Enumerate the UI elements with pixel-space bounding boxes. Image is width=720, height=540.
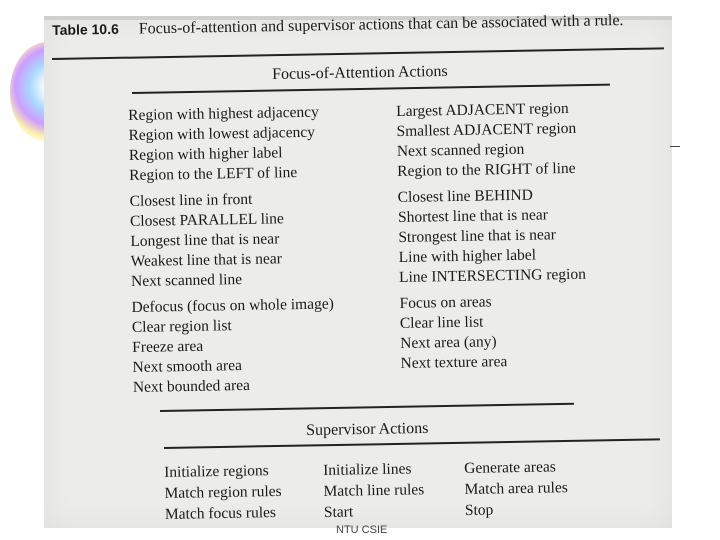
focus-left-item: Region with highest adjacency bbox=[128, 103, 319, 124]
focus-left-item: Region to the LEFT of line bbox=[129, 164, 298, 184]
focus-left-item: Closest line in front bbox=[129, 190, 253, 210]
focus-heading: Focus-of-Attention Actions bbox=[272, 62, 448, 83]
focus-left-item: Weakest line that is near bbox=[130, 250, 282, 270]
supervisor-item: Initialize regions bbox=[164, 462, 269, 481]
focus-right-item: Next texture area bbox=[400, 353, 508, 372]
supervisor-item: Stop bbox=[464, 501, 494, 519]
focus-left-item: Clear region list bbox=[131, 317, 232, 336]
focus-left-group-3 bbox=[131, 294, 335, 398]
table-number: Table 10.6 bbox=[52, 20, 119, 38]
focus-left-item: Region with higher label bbox=[128, 144, 283, 164]
supervisor-column-2 bbox=[323, 458, 425, 523]
supervisor-item: Initialize lines bbox=[323, 460, 412, 479]
focus-left-column bbox=[128, 102, 335, 397]
focus-right-column bbox=[396, 99, 588, 374]
focus-left-item: Next scanned line bbox=[130, 271, 243, 290]
focus-right-item: Largest ADJACENT region bbox=[396, 99, 569, 120]
focus-left-item: Longest line that is near bbox=[130, 230, 280, 250]
focus-right-item: Shortest line that is near bbox=[397, 206, 548, 226]
supervisor-item: Match region rules bbox=[164, 482, 282, 502]
focus-right-item: Focus on areas bbox=[399, 293, 492, 312]
focus-right-item: Strongest line that is near bbox=[398, 226, 557, 246]
focus-left-item: Next smooth area bbox=[132, 357, 243, 376]
focus-left-item: Next bounded area bbox=[132, 376, 251, 396]
table-title: Focus-of-attention and supervisor actions that can be associated with a rule. bbox=[138, 12, 624, 38]
edge-mark bbox=[670, 146, 680, 147]
focus-right-item: Closest line BEHIND bbox=[397, 186, 533, 206]
focus-left-item: Region with lowest adjacency bbox=[128, 123, 316, 144]
supervisor-column-3 bbox=[464, 456, 568, 521]
focus-left-item: Freeze area bbox=[132, 337, 204, 356]
focus-right-item: Clear line list bbox=[399, 313, 484, 332]
focus-right-item: Line INTERSECTING region bbox=[398, 265, 587, 286]
supervisor-column-1 bbox=[164, 460, 282, 525]
focus-right-group-2 bbox=[398, 185, 587, 288]
supervisor-item: Start bbox=[323, 503, 354, 521]
focus-left-item: Defocus (focus on whole image) bbox=[131, 295, 334, 316]
focus-left-group-2 bbox=[130, 188, 334, 292]
focus-left-group-1 bbox=[128, 102, 332, 186]
focus-right-group-1 bbox=[396, 99, 584, 182]
supervisor-item: Generate areas bbox=[464, 458, 556, 477]
focus-right-item: Next scanned region bbox=[396, 140, 525, 160]
supervisor-item: Match focus rules bbox=[164, 504, 277, 523]
footer-label: NTU CSIE bbox=[336, 524, 388, 536]
focus-right-item: Smallest ADJACENT region bbox=[396, 119, 577, 140]
supervisor-item: Match area rules bbox=[464, 479, 568, 498]
focus-right-item: Next area (any) bbox=[400, 333, 497, 352]
focus-right-item: Region to the RIGHT of line bbox=[397, 159, 576, 180]
focus-left-item: Closest PARALLEL line bbox=[129, 210, 285, 230]
focus-right-group-3 bbox=[399, 291, 587, 374]
supervisor-item: Match line rules bbox=[323, 481, 425, 500]
focus-right-item: Line with higher label bbox=[398, 246, 537, 266]
supervisor-heading: Supervisor Actions bbox=[306, 419, 429, 439]
